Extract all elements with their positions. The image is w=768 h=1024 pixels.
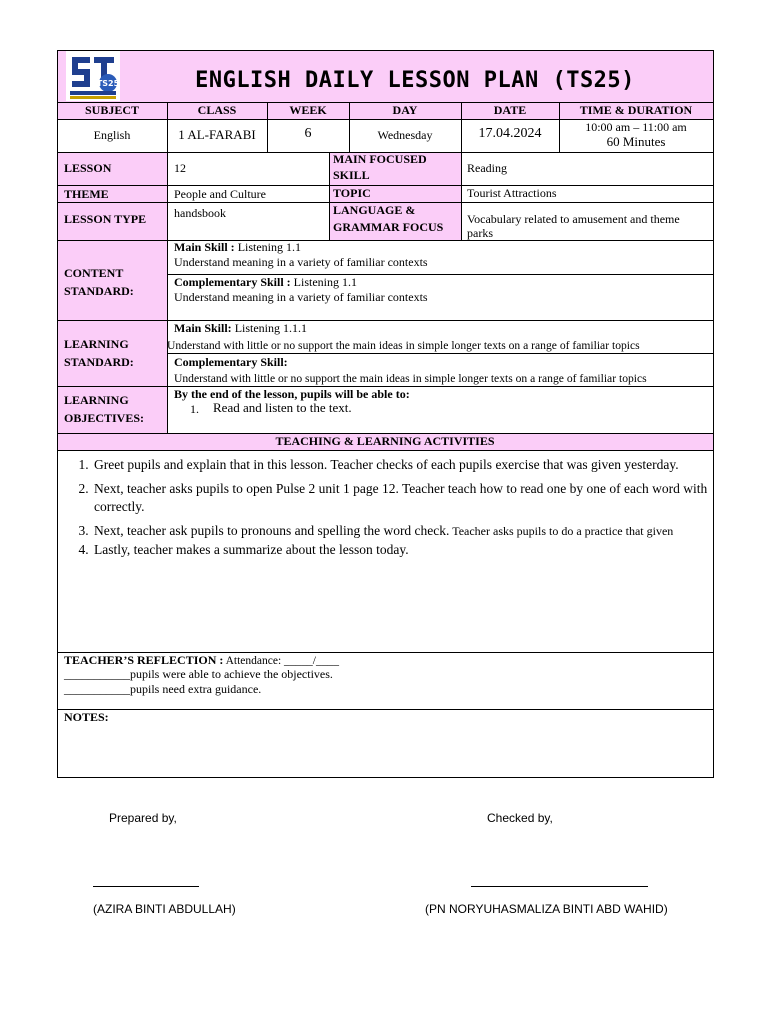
skill-value: Reading [467, 161, 507, 175]
lesson-type-label: LESSON TYPE [64, 212, 147, 226]
header-class: CLASS [197, 103, 237, 117]
content-main-skill-label: Main Skill : [174, 240, 235, 254]
activities-heading: TEACHING & LEARNING ACTIVITIES [275, 434, 495, 448]
header-subject: SUBJECT [84, 103, 140, 117]
activity-item-text-small: Teacher asks pupils to do a practice that given [449, 524, 674, 538]
learning-comp-desc: Understand with little or no support the main ideas in simple longer texts on a range of familiar topics [174, 372, 647, 385]
content-comp-skill [174, 275, 357, 289]
content-comp-desc: Understand meaning in a variety of familiar contexts [174, 290, 428, 304]
content-main-desc: Understand meaning in a variety of familiar contexts [174, 255, 428, 269]
learning-main-skill-label: Main Skill: [174, 321, 232, 335]
language-label-line1: LANGUAGE & [333, 203, 416, 217]
content-comp-skill-label: Complementary Skill : [174, 275, 291, 289]
objectives-intro: By the end of the lesson, pupils will be able to: [174, 387, 410, 401]
value-subject: English [93, 128, 131, 142]
row-line [57, 240, 713, 241]
lesson-value: 12 [174, 161, 186, 175]
objectives-label-line1: LEARNING [64, 393, 129, 407]
col-line [461, 102, 462, 240]
prepared-signature-line [93, 886, 199, 887]
learning-main-skill-value: Listening 1.1.1 [231, 321, 308, 335]
header-week: WEEK [289, 103, 327, 117]
content-standard-label-line2: STANDARD: [64, 284, 134, 298]
objectives-label-line2: OBJECTIVES: [64, 411, 145, 425]
objective-number: 1. [190, 402, 199, 416]
row-line [167, 353, 713, 354]
checked-by-label: Checked by, [487, 811, 553, 825]
theme-label: THEME [64, 187, 109, 201]
activity-item: 1. Greet pupils and explain that in this lesson. Teacher checks of each pupils exercise that was given yesterday. [92, 456, 732, 474]
reflection-label: TEACHER’S REFLECTION : [64, 653, 224, 667]
reflection-header [64, 653, 339, 668]
row-line [57, 450, 713, 451]
col-line [329, 152, 330, 240]
language-value-line1: Vocabulary related to amusement and theme [467, 212, 680, 226]
activity-item: 4. Lastly, teacher makes a summarize about the lesson today. [92, 541, 732, 559]
content-standard-label-line1: CONTENT [64, 266, 124, 280]
value-date: 17.04.2024 [478, 126, 542, 141]
notes-label: NOTES: [64, 710, 109, 724]
objective-item: Read and listen to the text. [213, 400, 352, 415]
learning-main-desc: Understand with little or no support the main ideas in simple longer texts on a range of familiar topics [167, 339, 640, 352]
content-main-skill [174, 240, 301, 254]
row-line [57, 709, 713, 710]
row-line [57, 320, 713, 321]
attendance-field: Attendance: _____/____ [223, 655, 339, 667]
school-logo-icon [66, 51, 120, 101]
header-date: DATE [493, 103, 527, 117]
checked-signature-line [471, 886, 648, 887]
value-duration: 60 Minutes [606, 134, 666, 149]
skill-label-line1: MAIN FOCUSED [333, 152, 427, 166]
value-class: 1 AL-FARABI [178, 127, 256, 142]
content-comp-skill-value: Listening 1.1 [290, 275, 357, 289]
value-week: 6 [304, 126, 312, 141]
col-line [167, 102, 168, 433]
activity-item-text: Next, teacher ask pupils to pronouns and spelling the word check. [94, 523, 450, 538]
reflection-line-guidance: ___________pupils need extra guidance. [64, 682, 262, 696]
checked-by-name: (PN NORYUHASMALIZA BINTI ABD WAHID) [425, 902, 668, 916]
language-label-line2: GRAMMAR FOCUS [333, 220, 444, 234]
learning-standard-label-line2: STANDARD: [64, 355, 134, 369]
skill-label-line2: SKILL [333, 168, 370, 182]
learning-main-skill [174, 321, 307, 335]
activity-item [92, 522, 732, 540]
document-title: ENGLISH DAILY LESSON PLAN (TS25) [195, 68, 635, 93]
language-value-line2: parks [467, 226, 493, 240]
row-line [57, 185, 713, 186]
prepared-by-name: (AZIRA BINTI ABDULLAH) [93, 902, 236, 916]
learning-standard-label-line1: LEARNING [64, 337, 129, 351]
prepared-by-label: Prepared by, [109, 811, 177, 825]
lesson-label: LESSON [64, 161, 112, 175]
topic-value: Tourist Attractions [467, 186, 557, 200]
theme-value: People and Culture [174, 187, 266, 201]
header-time: TIME & DURATION [579, 103, 693, 117]
value-time: 10:00 am – 11:00 am [585, 120, 687, 134]
svg-text:TS25: TS25 [96, 79, 120, 88]
reflection-line-achieved: ___________pupils were able to achieve the objectives. [64, 667, 333, 681]
activities-list [62, 456, 732, 565]
content-main-skill-value: Listening 1.1 [234, 240, 302, 254]
activity-item: 2. Next, teacher asks pupils to open Pulse 2 unit 1 page 12. Teacher teach how to read one by one of each word with correctly. [92, 480, 732, 516]
lesson-type-value: handsbook [174, 206, 226, 220]
value-day: Wednesday [377, 128, 433, 142]
topic-label: TOPIC [333, 186, 371, 200]
header-day: DAY [392, 103, 418, 117]
learning-comp-skill-label: Complementary Skill: [174, 355, 288, 369]
